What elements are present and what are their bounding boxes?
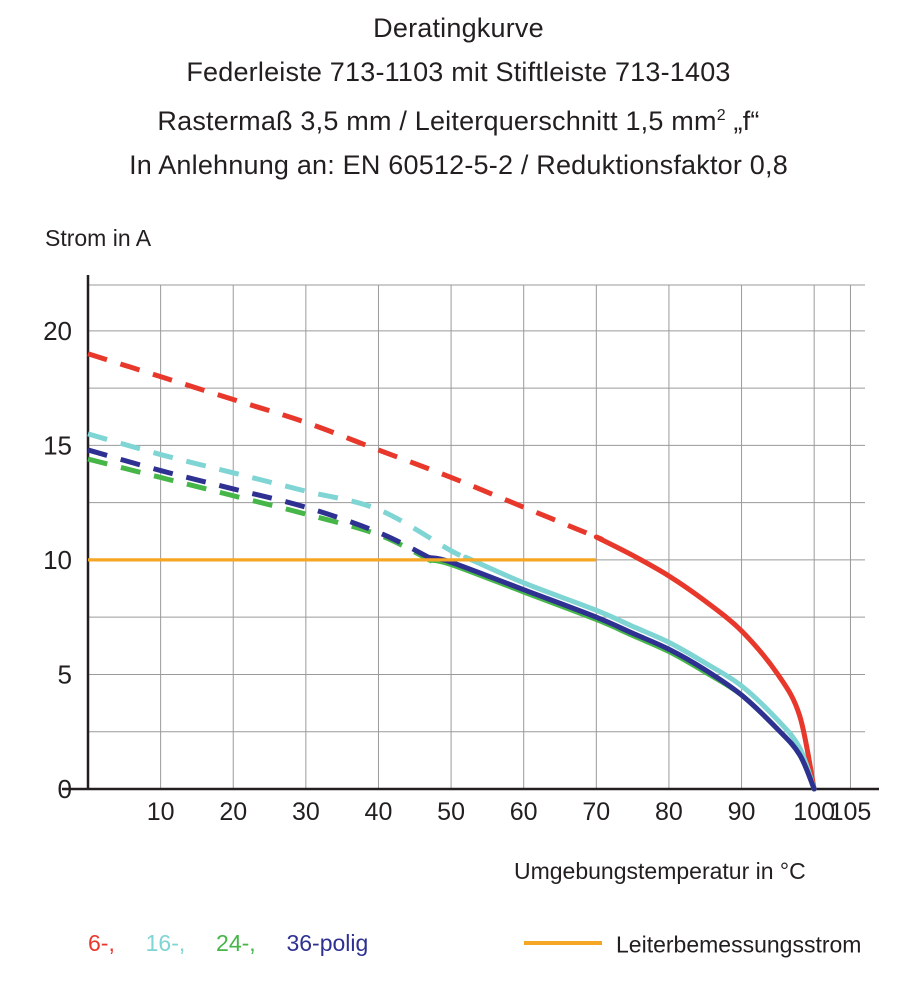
y-tick-label: 10 xyxy=(43,544,72,575)
legend-series-group xyxy=(88,930,370,957)
x-axis-label: Umgebungstemperatur in °C xyxy=(514,858,806,884)
y-tick-label: 0 xyxy=(57,774,72,804)
title-line-4: In Anlehnung an: EN 60512-5-2 / Reduktionsfaktor 0,8 xyxy=(129,150,788,180)
x-tick-label: 50 xyxy=(437,798,465,826)
title-line-1: Deratingkurve xyxy=(373,13,544,43)
x-tick-label: 10 xyxy=(146,798,175,826)
x-tick-label: 100 xyxy=(793,798,836,826)
y-axis-label: Strom in A xyxy=(45,225,152,251)
legend-item-24-polig: 24-, xyxy=(216,930,256,956)
title-line-2: Federleiste 713-1103 mit Stiftleiste 713-1403 xyxy=(186,57,731,87)
x-tick-label: 60 xyxy=(509,798,538,826)
legend-item-16-polig: 16-, xyxy=(145,930,186,956)
title-line-3-main: Rastermaß 3,5 mm / Leiterquerschnitt 1,5 mm xyxy=(157,106,717,136)
x-tick-label: 20 xyxy=(219,798,248,826)
legend-rated-current-swatch xyxy=(524,941,602,945)
series-solid-36-polig xyxy=(429,558,814,789)
x-tick-label: 90 xyxy=(727,798,756,826)
legend-rated-current-label: Leiterbemessungsstrom xyxy=(616,931,862,958)
series-dashed-24-polig xyxy=(88,459,433,562)
title-line-3-suffix: „f“ xyxy=(725,106,760,136)
series-dashed-16-polig xyxy=(88,434,466,557)
legend-item-6-polig: 6-, xyxy=(88,930,115,956)
legend-rated-current xyxy=(524,930,861,958)
chart-legend xyxy=(0,930,917,990)
x-tick-label: 80 xyxy=(655,798,683,826)
x-tick-label: 40 xyxy=(364,798,393,826)
y-tick-label: 5 xyxy=(57,659,72,690)
x-tick-label: 30 xyxy=(291,798,320,826)
y-tick-label: 20 xyxy=(43,315,72,346)
x-tick-label: 105 xyxy=(829,798,872,826)
title-line-3-superscript: 2 xyxy=(716,107,726,124)
y-tick-label: 15 xyxy=(43,430,72,461)
series-dashed-6-polig xyxy=(88,354,602,539)
legend-item-36-polig: 36-polig xyxy=(286,930,369,956)
x-tick-label: 70 xyxy=(582,798,611,826)
